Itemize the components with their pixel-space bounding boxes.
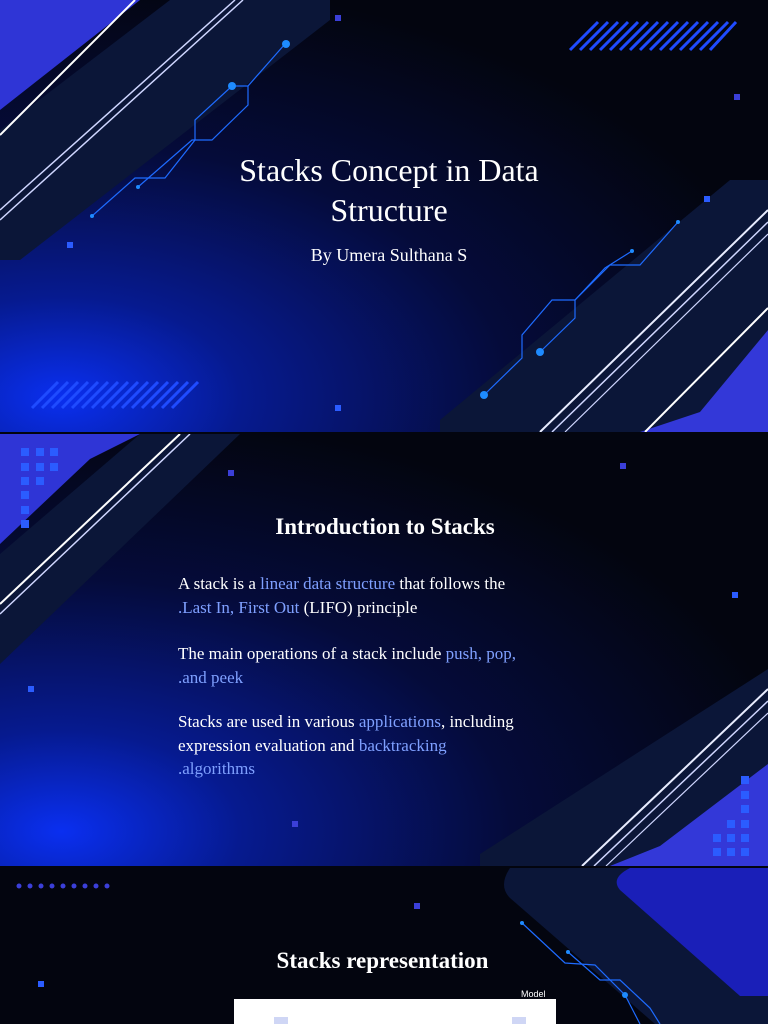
text-segment: that follows the — [395, 574, 506, 593]
bullet-lifo — [178, 572, 578, 619]
slide-introduction — [0, 434, 768, 866]
text-segment: The main operations of a stack include — [178, 644, 446, 663]
slide-title — [0, 0, 768, 432]
text-segment: Stacks are used in various — [178, 712, 359, 731]
image-caption-fragment: Model — [521, 989, 546, 999]
highlight-term: .algorithms — [178, 759, 255, 778]
diagram-fragment — [274, 1017, 288, 1024]
text-segment: , including expression evaluation and — [178, 712, 514, 755]
text-segment: (LIFO) principle — [299, 597, 418, 617]
slide-representation — [0, 868, 768, 1024]
slide-heading: Introduction to Stacks — [275, 514, 495, 539]
presentation-author: By Umera Sulthana S — [310, 245, 468, 265]
highlight-term: push, pop, — [445, 644, 517, 663]
bullet-operations — [178, 642, 578, 689]
presentation-title: Stacks Concept in Data Structure — [239, 152, 539, 228]
highlight-term: .and peek — [178, 667, 244, 687]
slide-heading: Stacks representation — [276, 948, 489, 973]
highlight-term: .Last In, First Out — [178, 597, 300, 617]
highlight-term: backtracking — [358, 735, 447, 755]
highlight-term: applications — [358, 712, 441, 731]
highlight-term: linear data structure — [260, 574, 396, 593]
diagram-fragment — [512, 1017, 526, 1024]
bullet-applications — [178, 710, 578, 781]
stack-diagram-image — [234, 999, 556, 1024]
text-segment: A stack is a — [178, 574, 261, 593]
